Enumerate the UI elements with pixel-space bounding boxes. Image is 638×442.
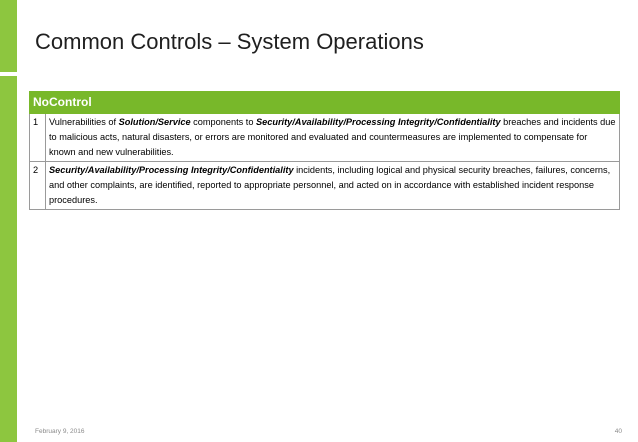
text-segment: Vulnerabilities of (49, 117, 119, 127)
row-number: 1 (30, 114, 46, 162)
table-header-row (30, 92, 620, 114)
table-row (30, 162, 620, 210)
accent-bar-divider (0, 72, 17, 76)
emphasis-criteria: Security/Availability/Processing Integrity/Confidentiality (49, 165, 294, 175)
slide-title: Common Controls – System Operations (35, 29, 424, 54)
controls-table (29, 91, 620, 210)
emphasis-criteria: Security/Availability/Processing Integrity/Confidentiality (256, 117, 501, 127)
page-number: 40 (614, 428, 622, 435)
row-number: 2 (30, 162, 46, 210)
text-segment: breaches and incidents due to malicious acts, natural disasters, or errors are monitored and evaluated and countermeasures are implemented to compensate for known and new vulnerabilities. (49, 117, 616, 157)
header-no: No (30, 92, 46, 114)
table-row (30, 114, 620, 162)
slide-accent-bar (0, 0, 17, 442)
emphasis-service: Solution/Service (118, 117, 191, 127)
footer-date: February 9, 2016 (35, 428, 85, 435)
control-description (46, 162, 620, 210)
control-description (46, 114, 620, 162)
text-segment: components to (190, 117, 256, 127)
text-segment: incidents, including logical and physical security breaches, failures, concerns, and other complaints, are identified, reported to appropriate personnel, and acted on in accordance with established incident response procedures. (49, 165, 611, 205)
header-control: Control (46, 92, 620, 114)
